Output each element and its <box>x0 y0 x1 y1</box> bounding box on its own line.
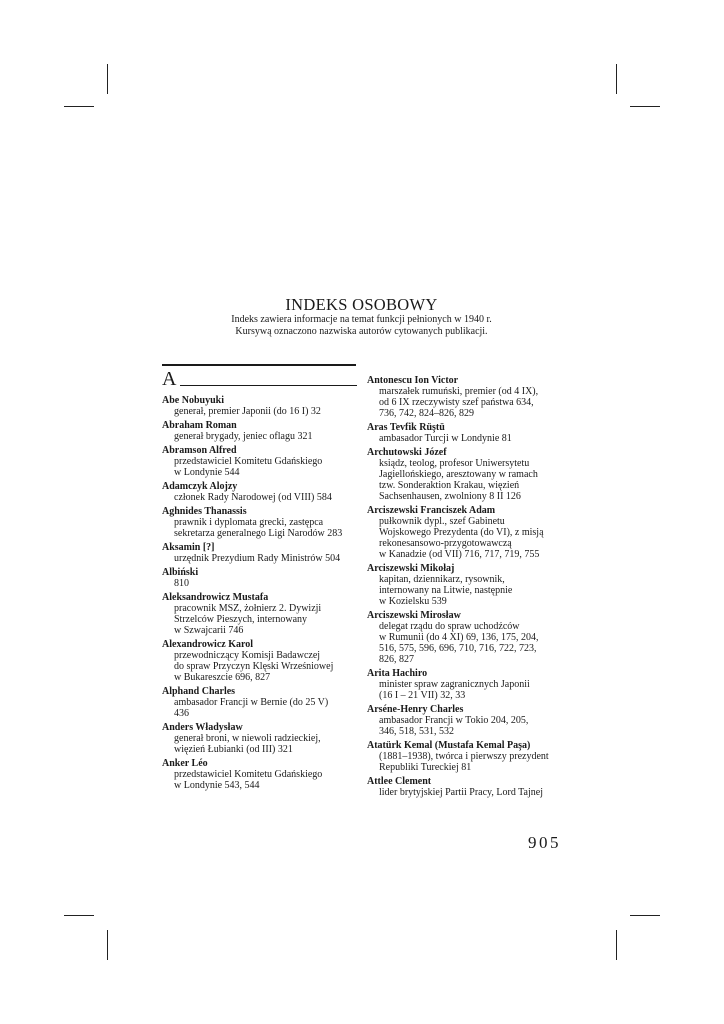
crop-mark-top-left-horizontal <box>64 106 94 107</box>
index-entry <box>367 447 589 502</box>
entry-description-line: sekretarza generalnego Ligi Narodów 283 <box>174 528 343 539</box>
entry-name: Aras Tevfik Rüştü <box>367 422 445 433</box>
entry-description-line: rekonesansowo-przygotowawczą <box>379 538 512 549</box>
entry-name: Antonescu Ion Victor <box>367 375 459 386</box>
entry-description-line: Strzelców Pieszych, internowany <box>174 614 308 625</box>
entry-description-line: 346, 518, 531, 532 <box>379 726 454 737</box>
index-entry <box>162 592 357 636</box>
entry-name: Aksamin [?] <box>162 542 215 553</box>
entry-name: Aghnides Thanassis <box>162 506 247 517</box>
entry-description-line: przedstawiciel Komitetu Gdańskiego <box>174 769 323 780</box>
entry-name: Arciszewski Franciszek Adam <box>367 505 496 516</box>
entry-name: Anker Léo <box>162 758 208 769</box>
entry-name: Attlee Clement <box>367 776 432 787</box>
entry-description-line: Republiki Tureckiej 81 <box>379 762 472 773</box>
entry-description-line: od 6 IX rzeczywisty szef państwa 634, <box>379 397 534 408</box>
entry-description-line: generał broni, w niewoli radzieckiej, <box>174 733 321 744</box>
entry-name: Alphand Charles <box>162 686 236 697</box>
entry-description-line: 436 <box>174 708 189 719</box>
subtitle-line-1: Indeks zawiera informacje na temat funkcji pełnionych w 1940 r. <box>231 314 492 325</box>
entry-name: Alexandrowicz Karol <box>162 639 254 650</box>
entry-description-line: delegat rządu do spraw uchodźców <box>379 621 520 632</box>
entry-description-line: 810 <box>174 578 189 589</box>
index-entry <box>162 758 357 791</box>
entry-description-line: tzw. Sonderaktion Krakau, więzień <box>379 480 520 491</box>
index-header <box>160 296 563 338</box>
section-letter: A <box>162 368 177 390</box>
entry-description-line: Wojskowego Prezydenta (do VI), z misją <box>379 527 544 538</box>
right-column <box>367 375 589 801</box>
entry-description-line: do spraw Przyczyn Klęski Wrześniowej <box>174 661 334 672</box>
entry-description-line: urzędnik Prezydium Rady Ministrów 504 <box>174 553 341 564</box>
entry-description-line: w Kozielsku 539 <box>379 596 447 607</box>
index-entry <box>367 668 589 701</box>
entry-name: Abramson Alfred <box>162 445 237 456</box>
entry-description-line: Jagiellońskiego, aresztowany w ramach <box>379 469 538 480</box>
entry-name: Anders Władysław <box>162 722 243 733</box>
index-entry <box>367 610 589 665</box>
entry-description-line: generał brygady, jeniec oflagu 321 <box>174 431 313 442</box>
index-entry <box>162 686 357 719</box>
section-underline <box>180 385 357 386</box>
section-rule <box>162 364 356 366</box>
entry-name: Aleksandrowicz Mustafa <box>162 592 269 603</box>
crop-mark-top-right-horizontal <box>630 106 660 107</box>
entry-description-line: członek Rady Narodowej (od VIII) 584 <box>174 492 332 503</box>
index-entry <box>162 639 357 683</box>
entry-description-line: w Bukareszcie 696, 827 <box>174 672 271 683</box>
entry-description-line: minister spraw zagranicznych Japonii <box>379 679 530 690</box>
entry-name: Arciszewski Mikołaj <box>367 563 455 574</box>
entry-description-line: przedstawiciel Komitetu Gdańskiego <box>174 456 323 467</box>
index-entry <box>367 375 589 419</box>
entry-description-line: (16 I – 21 VII) 32, 33 <box>379 690 466 701</box>
entry-description-line: (1881–1938), twórca i pierwszy prezydent <box>379 751 549 762</box>
left-entry-list <box>162 395 357 791</box>
crop-mark-bottom-left-vertical <box>107 930 108 960</box>
page-title: INDEKS OSOBOWY <box>285 295 438 314</box>
section-heading <box>162 369 357 389</box>
entry-description-line: pułkownik dypl., szef Gabinetu <box>379 516 505 527</box>
entry-description-line: internowany na Litwie, następnie <box>379 585 513 596</box>
subtitle-line-2: Kursywą oznaczono nazwiska autorów cytowanych publikacji. <box>235 326 488 337</box>
index-entry <box>367 422 589 444</box>
index-entry <box>162 481 357 503</box>
entry-description-line: pracownik MSZ, żołnierz 2. Dywizji <box>174 603 322 614</box>
entry-description-line: Sachsenhausen, zwolniony 8 II 126 <box>379 491 521 502</box>
page-number: 905 <box>528 833 561 852</box>
entry-description-line: lider brytyjskiej Partii Pracy, Lord Tajnej <box>379 787 543 798</box>
entry-description-line: generał, premier Japonii (do 16 I) 32 <box>174 406 321 417</box>
index-entry <box>162 395 357 417</box>
index-entry <box>162 542 357 564</box>
index-entry <box>367 505 589 560</box>
crop-mark-top-left-vertical <box>107 64 108 94</box>
index-entry <box>367 704 589 737</box>
index-entry <box>162 506 357 539</box>
entry-description-line: 826, 827 <box>379 654 414 665</box>
entry-description-line: w Kanadzie (od VII) 716, 717, 719, 755 <box>379 549 540 560</box>
index-entry <box>367 563 589 607</box>
entry-name: Arciszewski Mirosław <box>367 610 461 621</box>
index-entry <box>367 740 589 773</box>
entry-description-line: ambasador Turcji w Londynie 81 <box>379 433 512 444</box>
entry-name: Adamczyk Alojzy <box>162 481 238 492</box>
entry-description-line: kapitan, dziennikarz, rysownik, <box>379 574 505 585</box>
crop-mark-bottom-right-vertical <box>616 930 617 960</box>
entry-description-line: marszałek rumuński, premier (od 4 IX), <box>379 386 539 397</box>
entry-description-line: prawnik i dyplomata grecki, zastępca <box>174 517 324 528</box>
entry-description-line: 736, 742, 824–826, 829 <box>379 408 474 419</box>
entry-description-line: ambasador Francji w Tokio 204, 205, <box>379 715 529 726</box>
entry-name: Albiński <box>162 567 199 578</box>
entry-name: Arséne-Henry Charles <box>367 704 464 715</box>
entry-name: Arita Hachiro <box>367 668 428 679</box>
right-entry-list <box>367 375 589 798</box>
entry-description-line: ambasador Francji w Bernie (do 25 V) <box>174 697 329 708</box>
entry-description-line: w Rumunii (do 4 XI) 69, 136, 175, 204, <box>379 632 539 643</box>
entry-description-line: w Szwajcarii 746 <box>174 625 244 636</box>
entry-description-line: w Londynie 543, 544 <box>174 780 260 791</box>
entry-description-line: ksiądz, teolog, profesor Uniwersytetu <box>379 458 530 469</box>
entry-description-line: więzień Łubianki (od III) 321 <box>174 744 293 755</box>
index-entry <box>162 445 357 478</box>
index-entry <box>162 420 357 442</box>
crop-mark-bottom-right-horizontal <box>630 915 660 916</box>
entry-name: Abe Nobuyuki <box>162 395 224 406</box>
left-column <box>162 364 357 794</box>
index-entry <box>162 567 357 589</box>
entry-name: Abraham Roman <box>162 420 237 431</box>
entry-description-line: 516, 575, 596, 696, 710, 716, 722, 723, <box>379 643 537 654</box>
entry-description-line: przewodniczący Komisji Badawczej <box>174 650 321 661</box>
crop-mark-top-right-vertical <box>616 64 617 94</box>
entry-name: Archutowski Józef <box>367 447 447 458</box>
index-entry <box>367 776 589 798</box>
entry-description-line: w Londynie 544 <box>174 467 240 478</box>
index-entry <box>162 722 357 755</box>
crop-mark-bottom-left-horizontal <box>64 915 94 916</box>
entry-name: Atatürk Kemal (Mustafa Kemal Paşa) <box>367 740 531 751</box>
